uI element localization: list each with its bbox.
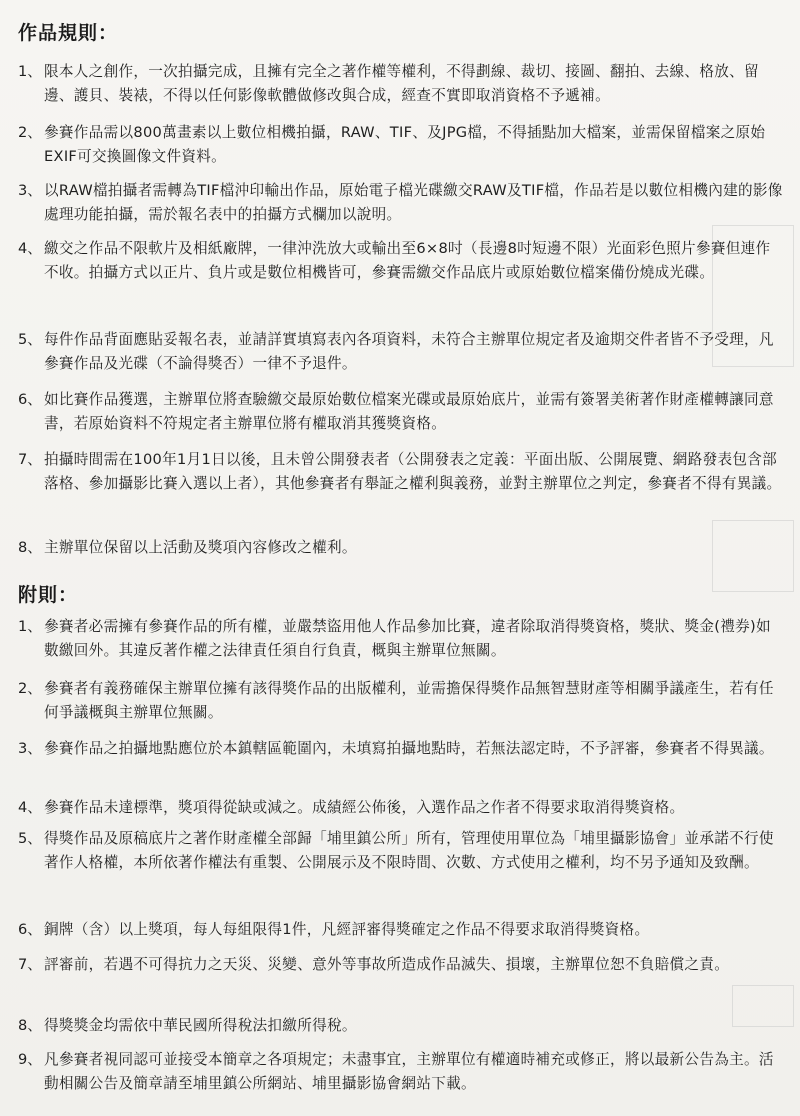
rules-title: 作品規則： — [18, 22, 119, 44]
rule-item — [18, 237, 784, 285]
appendix-text: 參賽作品未達標準，獎項得從缺或減之。成績經公佈後，入選作品之作者不得要求取消得獎資格。 — [44, 799, 685, 816]
rule-text: 限本人之創作，一次拍攝完成，且擁有完全之著作權等權利，不得劃線、裁切、接圖、翻拍、去線、格放、留邊、護貝、裝裱，不得以任何影像軟體做修改與合成，經查不實即取消資格不予遞補。 — [44, 63, 759, 104]
rule-item — [18, 448, 784, 496]
appendix-text: 凡參賽者視同認可並接受本簡章之各項規定；未盡事宜，主辦單位有權適時補充或修正，將以最新公告為主。活動相關公告及簡章請至埔里鎮公所網站、埔里攝影協會網站下載。 — [44, 1051, 774, 1092]
rule-number: 5、 — [18, 331, 42, 348]
rule-item — [18, 179, 784, 227]
rule-text: 每件作品背面應貼妥報名表，並請詳實填寫表內各項資料，未符合主辦單位規定者及逾期交件者皆不予受理，凡參賽作品及光碟（不論得獎否）一律不予退件。 — [44, 331, 774, 372]
appendix-title: 附則： — [18, 584, 79, 606]
appendix-text: 評審前，若遇不可得抗力之天災、災變、意外等事故所造成作品滅失、損壞，主辦單位恕不負賠償之責。 — [44, 956, 730, 973]
rule-number: 7、 — [18, 451, 42, 468]
appendix-text: 銅牌（含）以上獎項，每人每組限得1件，凡經評審得獎確定之作品不得要求取消得獎資格。 — [44, 921, 650, 938]
rule-number: 3、 — [18, 182, 42, 199]
rule-number: 4、 — [18, 240, 42, 257]
rule-text: 參賽作品需以800萬畫素以上數位相機拍攝，RAW、TIF、及JPG檔，不得插點加大檔案，並需保留檔案之原始EXIF可交換圖像文件資料。 — [44, 124, 766, 165]
rule-item — [18, 328, 784, 376]
appendix-number: 9、 — [18, 1051, 42, 1068]
appendix-number: 4、 — [18, 799, 42, 816]
rule-number: 2、 — [18, 124, 42, 141]
appendix-text: 參賽作品之拍攝地點應位於本鎮轄區範圍內，未填寫拍攝地點時，若無法認定時，不予評審，參賽者不得異議。 — [44, 740, 774, 757]
appendix-item — [18, 827, 784, 875]
appendix-number: 5、 — [18, 830, 42, 847]
rule-number: 6、 — [18, 391, 42, 408]
appendix-text: 參賽者有義務確保主辦單位擁有該得獎作品的出版權利，並需擔保得獎作品無智慧財產等相關爭議產生，若有任何爭議概與主辦單位無關。 — [44, 680, 774, 721]
appendix-item — [18, 737, 784, 761]
appendix-item — [18, 953, 784, 977]
appendix-number: 3、 — [18, 740, 42, 757]
rule-number: 1、 — [18, 63, 42, 80]
rule-text: 拍攝時間需在100年1月1日以後，且未曾公開發表者（公開發表之定義：平面出版、公開展覽、網路發表包含部落格、參加攝影比賽入選以上者），其他參賽者有舉証之權利與義務，並對主辦單位之判定，參賽者不得有異議。 — [44, 451, 782, 492]
appendix-item — [18, 677, 784, 725]
appendix-number: 2、 — [18, 680, 42, 697]
appendix-item — [18, 796, 784, 820]
appendix-item — [18, 1048, 784, 1096]
rule-item — [18, 388, 784, 436]
rule-text: 以RAW檔拍攝者需轉為TIF檔沖印輸出作品，原始電子檔光碟繳交RAW及TIF檔，作品若是以數位相機內建的影像處理功能拍攝，需於報名表中的拍攝方式欄加以說明。 — [44, 182, 783, 223]
appendix-item — [18, 615, 784, 663]
rule-item — [18, 536, 784, 560]
appendix-item — [18, 918, 784, 942]
appendix-text: 得獎作品及原稿底片之著作財產權全部歸「埔里鎮公所」所有，管理使用單位為「埔里攝影協會」並承諾不行使著作人格權，本所依著作權法有重製、公開展示及不限時間、次數、方式使用之權利，均不另予通知及致酬。 — [44, 830, 774, 871]
rule-number: 8、 — [18, 539, 42, 556]
appendix-number: 1、 — [18, 618, 42, 635]
rule-item — [18, 121, 784, 169]
rule-item — [18, 60, 784, 108]
appendix-number: 7、 — [18, 956, 42, 973]
rule-text: 主辦單位保留以上活動及獎項內容修改之權利。 — [44, 539, 357, 556]
rule-text: 如比賽作品獲選，主辦單位將查驗繳交最原始數位檔案光碟或最原始底片，並需有簽署美術著作財產權轉讓同意書，若原始資料不符規定者主辦單位將有權取消其獲獎資格。 — [44, 391, 774, 432]
appendix-item — [18, 1014, 784, 1038]
appendix-number: 6、 — [18, 921, 42, 938]
appendix-text: 參賽者必需擁有參賽作品的所有權，並嚴禁盜用他人作品參加比賽，違者除取消得獎資格，獎狀、獎金(禮券)如數繳回外。其違反著作權之法律責任須自行負責，概與主辦單位無關。 — [44, 618, 771, 659]
appendix-text: 得獎獎金均需依中華民國所得稅法扣繳所得稅。 — [44, 1017, 357, 1034]
appendix-number: 8、 — [18, 1017, 42, 1034]
rule-text: 繳交之作品不限軟片及相紙廠牌，一律沖洗放大或輸出至6×8吋（長邊8吋短邊不限）光面彩色照片參賽但連作不收。拍攝方式以正片、負片或是數位相機皆可，參賽需繳交作品底片或原始數位檔案備份燒成光碟。 — [44, 240, 771, 281]
